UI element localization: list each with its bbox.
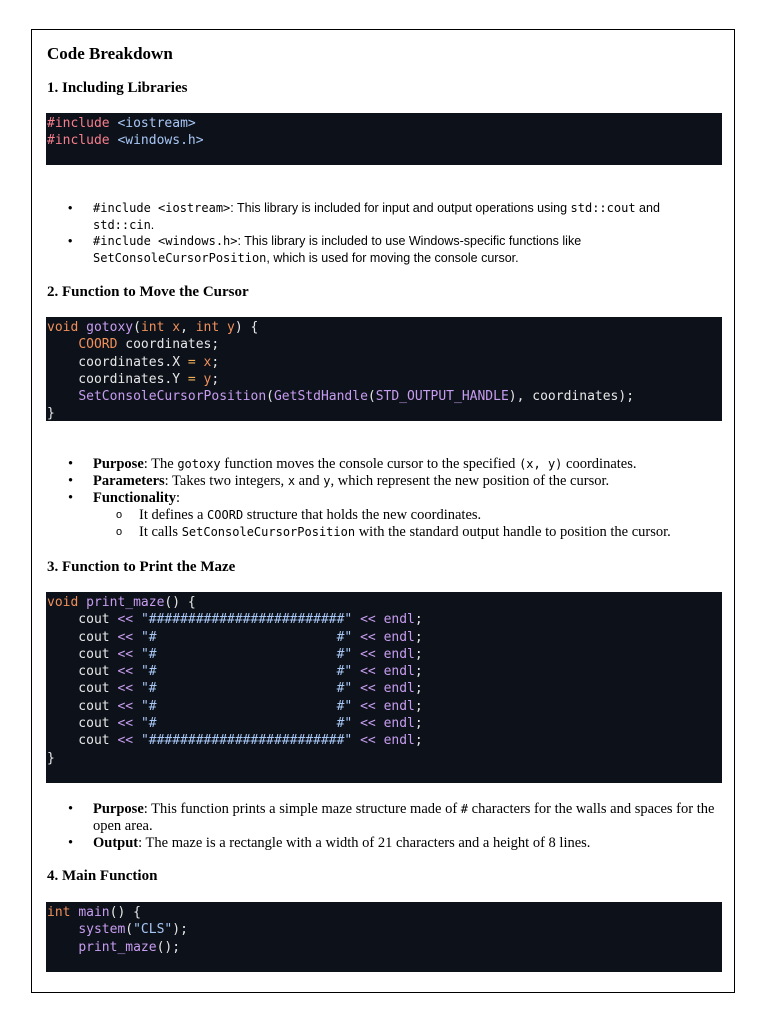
code-line [47,594,722,611]
code-token: gotoxy [86,320,134,335]
code-line [47,715,722,732]
sub-list [47,507,717,541]
code-token: cout [47,646,118,662]
code-token [47,389,78,404]
code-line [47,405,722,421]
code-token: system [78,922,126,938]
code-token: #include [47,133,118,149]
code-token [133,699,141,714]
code-token: ( [133,320,141,335]
code-token: coordinates.Y [47,371,188,387]
code-token [376,647,384,662]
code-token: COORD [78,337,118,353]
text-run: with the standard output handle to position the cursor. [355,524,671,540]
code-token: () { [109,905,141,920]
code-token: "# #" [140,646,353,662]
code-token: void [47,595,87,610]
code-token: "# #" [140,716,353,732]
bullet-list-libraries [47,200,717,266]
code-token: ; [414,681,423,697]
code-token: x [203,354,212,370]
code-token: ( [125,922,134,938]
bullet-icon: • [68,490,74,506]
code-token: endl [383,716,415,732]
code-token: << [117,612,134,628]
list-item-text [93,801,714,834]
code-line [47,132,722,149]
code-token: << [360,664,376,680]
code-token: "CLS" [133,922,173,938]
list-item-text [93,456,637,472]
code-token [196,372,204,387]
list-item [47,490,717,541]
list-item [47,456,717,473]
code-line [47,115,722,132]
code-line [47,646,722,663]
code-token: SetConsoleCursorPosition [78,389,267,405]
inline-code: COORD [207,508,244,522]
sub-list-item [93,507,717,524]
code-token: main [78,905,110,920]
code-token: << [360,646,376,662]
code-token: cout [47,664,118,680]
list-item [47,233,717,266]
text-run: and [635,201,660,215]
code-token: << [117,698,134,714]
inline-code: #include <windows.h> [93,234,238,248]
code-token: = [187,371,196,387]
code-token: <iostream> [117,116,196,131]
code-token: "# #" [140,629,353,645]
code-token: coordinates; [117,337,220,353]
bullet-icon: • [68,835,74,851]
text-run: : The maze is a rectangle with a width of 21 characters and a height of 8 lines. [138,835,591,851]
page-title: Code Breakdown [47,44,173,63]
code-token: int [47,905,79,920]
code-block-main [46,902,722,972]
sub-list-item-text [139,524,671,540]
section-heading-libraries: 1. Including Libraries [47,80,188,96]
code-token: ; [414,698,423,714]
section-heading-cursor: 2. Function to Move the Cursor [47,284,249,300]
code-token: ) { [234,320,259,335]
code-token [352,612,360,627]
code-line [47,663,722,680]
bold-term: Purpose [93,456,144,472]
bullet-icon: • [68,473,74,489]
code-token [376,699,384,714]
code-line [47,921,722,938]
text-run: It defines a [139,507,208,523]
inline-code: std::cout [570,201,636,215]
code-token [376,612,384,627]
bold-term: Parameters [93,473,165,489]
code-line [47,319,722,336]
text-run: and [295,473,324,489]
code-token [352,716,360,731]
code-line [47,732,722,749]
code-token: cout [47,681,118,697]
code-token: endl [383,698,415,714]
code-token [47,940,78,955]
code-token: (); [156,939,181,955]
hollow-bullet-icon: o [116,526,123,538]
code-token: y [227,320,235,335]
list-item [47,801,717,835]
code-token: "# #" [140,664,353,680]
code-token: GetStdHandle [273,389,368,405]
code-line [47,904,722,921]
code-token: endl [383,646,415,662]
code-line [47,698,722,715]
code-token [352,664,360,679]
inline-code: SetConsoleCursorPosition [181,525,356,539]
code-token [352,647,360,662]
code-token: << [360,716,376,732]
code-token: << [117,646,134,662]
list-item [47,835,717,852]
code-token: << [360,698,376,714]
bold-term: Output [93,835,139,851]
list-item-text [93,473,609,489]
code-token: << [117,716,134,732]
code-token [376,733,384,748]
code-token [196,355,204,370]
code-token: cout [47,733,118,749]
code-token: << [360,612,376,628]
code-token: ), coordinates); [508,389,635,405]
bullet-icon: • [68,234,73,248]
code-token: endl [383,629,415,645]
code-token: "#########################" [140,733,353,749]
code-token: ; [414,612,423,628]
sub-list-item [93,524,717,541]
text-run: : The [143,456,178,472]
code-token: << [360,681,376,697]
code-token: print_maze [78,939,157,955]
code-token: "# #" [140,681,353,697]
code-token: endl [383,664,415,680]
code-token: ; [414,646,423,662]
sub-list-item-text [139,507,481,523]
code-line [47,939,722,956]
code-token: cout [47,612,118,628]
list-item [47,473,717,490]
section-heading-main: 4. Main Function [47,868,158,884]
inline-code: gotoxy [177,457,221,471]
code-token: ; [414,629,423,645]
text-run: : Takes two integers, [164,473,288,489]
code-token: "#########################" [140,612,353,628]
code-token: << [360,629,376,645]
code-token [133,681,141,696]
list-item-text [93,490,180,506]
code-token: ; [414,664,423,680]
code-token [47,337,78,352]
code-line [47,371,722,388]
code-token: << [117,664,134,680]
text-run: : This library is included for input and output operations using [230,201,571,215]
code-token: cout [47,698,118,714]
inline-code: (x, y) [519,457,563,471]
code-token [133,612,141,627]
code-line [47,611,722,628]
code-token: << [117,629,134,645]
code-token: cout [47,716,118,732]
code-token: = [187,354,196,370]
code-token: ; [414,733,423,749]
text-run: : [175,490,181,506]
list-item-text [93,835,590,851]
code-token: << [360,733,376,749]
text-run: : This library is included to use Windows-specific functions like [237,234,582,248]
code-token [376,664,384,679]
bullet-icon: • [68,801,74,817]
inline-code: SetConsoleCursorPosition [93,250,267,265]
code-token [376,716,384,731]
code-token: void [47,320,87,335]
code-token: int [140,320,173,335]
bold-term: Purpose [93,801,144,817]
code-token: << [117,733,134,749]
inline-code: x [287,474,296,488]
code-token [133,630,141,645]
code-token: <windows.h> [117,133,204,149]
code-token [47,922,78,937]
code-token [133,716,141,731]
code-token [352,699,360,714]
code-token: "# #" [140,698,353,714]
text-run: . [150,217,155,232]
code-token: ; [211,371,220,387]
bold-term: Functionality [93,490,176,506]
list-item-text [93,201,660,232]
code-token: ; [211,354,220,370]
code-token: , [180,320,196,335]
code-token: #include [47,116,118,131]
code-token [376,630,384,645]
section-heading-maze: 3. Function to Print the Maze [47,559,236,575]
inline-code: std::cin [93,217,151,232]
code-line [47,336,722,353]
bullet-icon: • [68,201,73,215]
code-line [47,680,722,697]
inline-code: #include <iostream> [93,201,231,215]
bullet-icon: • [68,456,74,472]
code-token: ( [367,389,376,405]
code-token: x [172,320,181,335]
code-block-gotoxy [46,317,722,421]
code-token: << [117,681,134,697]
code-line [47,629,722,646]
code-token: } [47,750,55,766]
code-token: endl [383,612,415,628]
code-token: ; [414,716,423,732]
code-token: ); [172,922,188,938]
code-line [47,750,722,767]
code-token: ( [266,389,274,405]
code-token [133,664,141,679]
code-line [47,388,722,405]
text-run: , which represent the new position of the cursor. [330,473,610,489]
code-block-print-maze [46,592,722,783]
text-run: structure that holds the new coordinates. [243,507,482,523]
text-run: : This function prints a simple maze structure made of [143,801,461,817]
code-token [352,630,360,645]
code-token: endl [383,733,415,749]
code-token [352,681,360,696]
text-run: , which is used for moving the console cursor. [266,250,519,265]
code-token: endl [383,681,415,697]
inline-code: # [460,802,469,816]
code-token: STD_OUTPUT_HANDLE [375,389,509,405]
text-run: function moves the console cursor to the specified [220,456,520,472]
code-token [352,733,360,748]
code-token: coordinates.X [47,354,188,370]
code-token: () { [164,595,196,610]
code-token: } [47,406,55,421]
code-token: y [203,371,212,387]
code-token [133,647,141,662]
bullet-list-print-maze [47,801,717,852]
code-line [47,354,722,371]
code-token: cout [47,629,118,645]
list-item [47,200,717,233]
inline-code: y [323,474,331,488]
code-block-libraries [46,113,722,165]
bullet-list-gotoxy [47,456,717,541]
code-token: int [195,320,228,335]
code-token [376,681,384,696]
text-run: It calls [139,524,182,540]
code-token: print_maze [86,595,165,610]
text-run: coordinates. [562,456,637,472]
hollow-bullet-icon: o [116,509,123,521]
list-item-text [93,234,581,265]
code-token [133,733,141,748]
text-run: characters for the walls and spaces for the open area. [93,801,715,834]
